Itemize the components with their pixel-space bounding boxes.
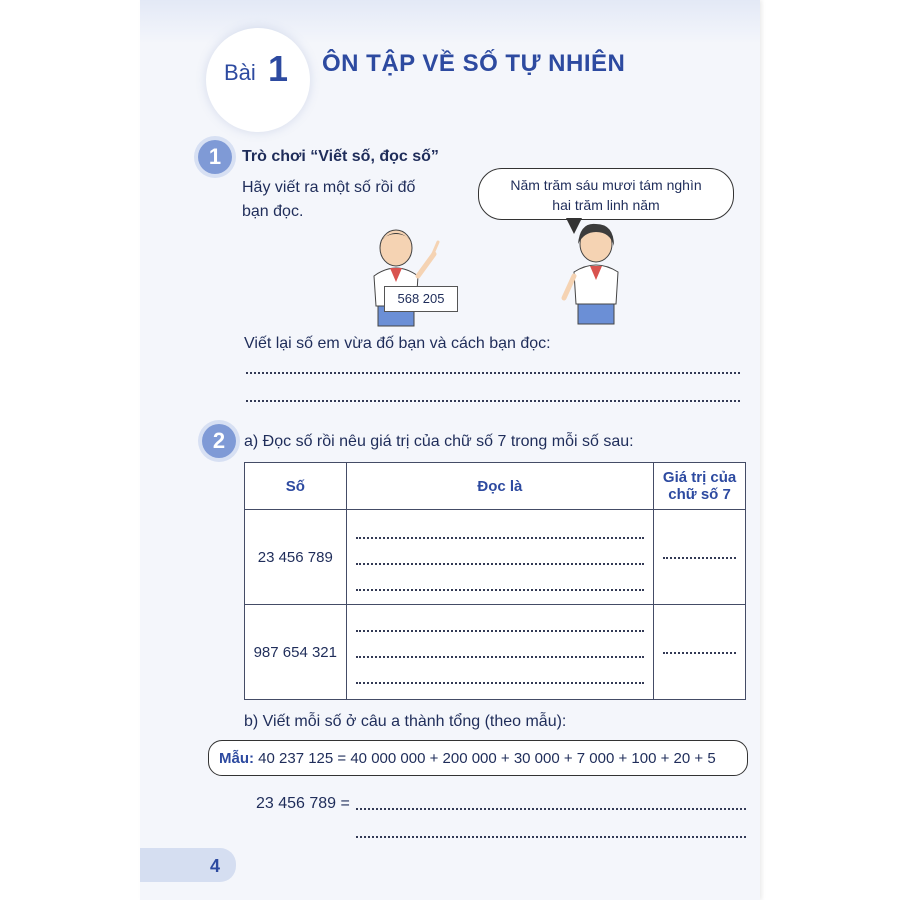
answer-line[interactable] [246, 372, 740, 374]
row-reading-cell [346, 510, 654, 605]
lesson-label: Bài [224, 60, 256, 85]
exercise-1-prompt-line2: bạn đọc. [242, 203, 304, 220]
exercise-1-instruction: Viết lại số em vừa đố bạn và cách bạn đọc: [244, 335, 551, 352]
header-value-line2: chữ số 7 [668, 486, 731, 503]
table-row [245, 605, 746, 700]
answer-line[interactable] [356, 682, 645, 684]
table-row [245, 510, 746, 605]
answer-line[interactable] [246, 400, 740, 402]
lesson-number: 1 [268, 48, 289, 89]
number-card: 568 205 [384, 286, 458, 312]
exercise-2-part-b: b) Viết mỗi số ở câu a thành tổng (theo mẫu): [244, 713, 567, 730]
lesson-title: ÔN TẬP VỀ SỐ TỰ NHIÊN [322, 50, 626, 77]
reading-table [244, 462, 746, 700]
answer-line[interactable] [356, 836, 746, 838]
lesson-badge [206, 28, 310, 132]
answer-line[interactable] [356, 537, 645, 539]
row-number-cell: 987 654 321 [245, 605, 347, 700]
answer-line[interactable] [356, 630, 645, 632]
exercise-1-title: Trò chơi “Viết số, đọc số” [242, 148, 439, 165]
speech-bubble-line1: Năm trăm sáu mươi tám nghìn [510, 177, 702, 193]
exercise-1-badge: 1 [198, 140, 232, 174]
answer-line[interactable] [663, 557, 736, 559]
speech-bubble-line2: hai trăm linh năm [552, 197, 660, 213]
answer-line[interactable] [356, 563, 645, 565]
sample-box [208, 740, 748, 776]
row-number-cell: 23 456 789 [245, 510, 347, 605]
exercise-2-part-a: a) Đọc số rồi nêu giá trị của chữ số 7 trong mỗi số sau: [244, 433, 634, 450]
header-value [654, 463, 746, 510]
answer-line[interactable] [356, 808, 746, 810]
row-value-cell [654, 510, 746, 605]
answer-line[interactable] [356, 589, 645, 591]
row-value-cell [654, 605, 746, 700]
exercise-2-badge: 2 [202, 424, 236, 458]
table-header-row [245, 463, 746, 510]
sample-expression: 40 237 125 = 40 000 000 + 200 000 + 30 000 + 7 000 + 100 + 20 + 5 [258, 750, 716, 767]
answer-line[interactable] [356, 656, 645, 658]
header-reading: Đọc là [346, 463, 654, 510]
boy-illustration-left [366, 226, 456, 330]
exercise-1-prompt-line1: Hãy viết ra một số rồi đố [242, 179, 416, 196]
answer-line[interactable] [663, 652, 736, 654]
girl-illustration-right [560, 222, 630, 328]
header-number: Số [245, 463, 347, 510]
row-reading-cell [346, 605, 654, 700]
page-number-tab [140, 848, 236, 882]
speech-bubble [478, 168, 734, 220]
sample-label: Mẫu: [219, 750, 254, 767]
header-value-line1: Giá trị của [662, 469, 737, 486]
page-number: 4 [210, 856, 221, 876]
answer-prefix: 23 456 789 = [256, 795, 350, 812]
